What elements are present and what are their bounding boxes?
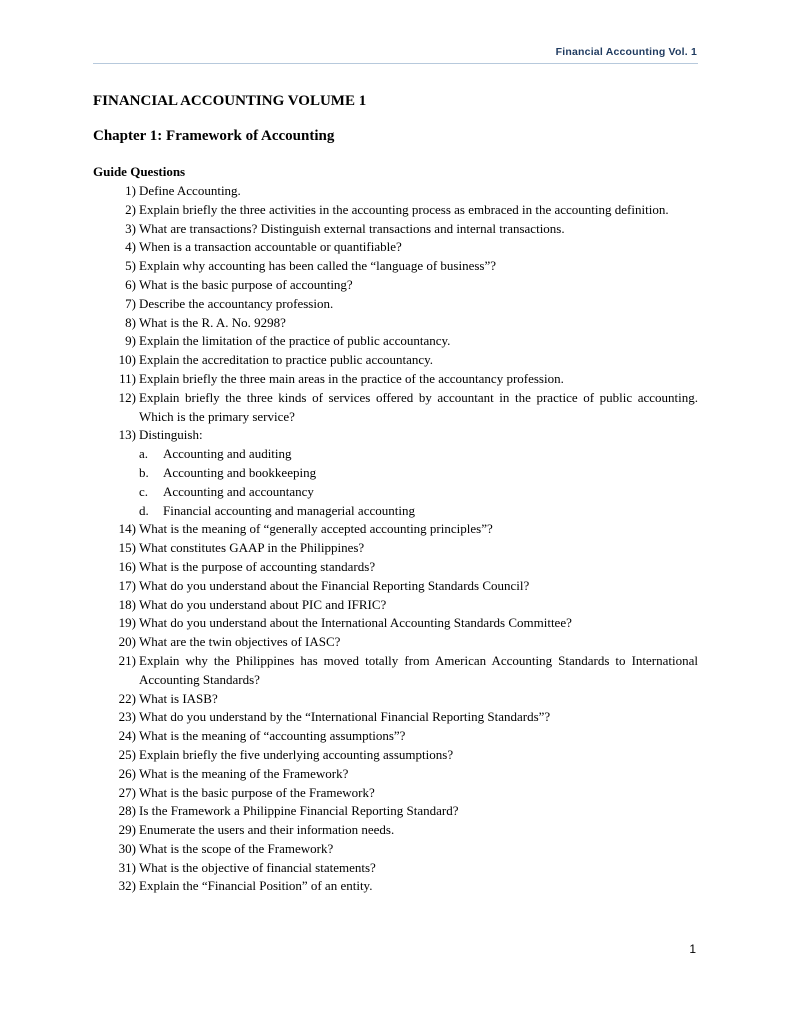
question-number: 2) <box>125 201 136 217</box>
question-item <box>93 389 698 427</box>
question-text: What is the basic purpose of accounting? <box>139 276 353 292</box>
question-text: Define Accounting. <box>139 183 241 198</box>
question-text: What do you understand by the “International Financial Reporting Standards”? <box>139 709 551 725</box>
question-number: 21) <box>118 652 136 668</box>
question-item <box>93 690 698 709</box>
question-number: 13) <box>118 427 136 443</box>
question-number: 7) <box>125 295 136 311</box>
question-list <box>93 182 698 896</box>
question-text: Explain the accreditation to practice public accountancy. <box>139 352 434 368</box>
question-number: 1) <box>125 183 136 198</box>
question-item <box>93 520 698 539</box>
page-number: 1 <box>689 942 696 956</box>
question-text: Explain why the Philippines has moved totally from American Accounting Standards to International Accounting Standards? <box>139 652 698 687</box>
question-number: 32) <box>118 878 136 894</box>
question-text: What is the meaning of “accounting assumptions”? <box>139 728 406 744</box>
question-text: What is the objective of financial statements? <box>139 859 376 875</box>
sub-question-letter: c. <box>139 483 149 499</box>
question-text: What constitutes GAAP in the Philippines? <box>139 540 365 556</box>
question-item <box>93 614 698 633</box>
section-heading: Guide Questions <box>93 164 186 179</box>
question-number: 26) <box>118 765 136 781</box>
question-item <box>93 314 698 333</box>
question-text: What is the purpose of accounting standards? <box>139 558 376 574</box>
question-text: What do you understand about the Financial Reporting Standards Council? <box>139 577 530 593</box>
question-item <box>93 859 698 878</box>
sub-question-item <box>139 464 698 483</box>
question-item <box>93 182 698 201</box>
sub-question-text: Accounting and accountancy <box>163 483 314 499</box>
question-item <box>93 426 698 520</box>
question-text: Is the Framework a Philippine Financial Reporting Standard? <box>139 803 459 819</box>
question-text: Explain why accounting has been called the “language of business”? <box>139 258 497 274</box>
question-item <box>93 840 698 859</box>
question-number: 30) <box>118 840 136 856</box>
question-number: 3) <box>125 220 136 236</box>
question-item <box>93 220 698 239</box>
question-text: What do you understand about PIC and IFRIC? <box>139 596 387 612</box>
question-number: 27) <box>118 784 136 800</box>
question-text: What is the meaning of the Framework? <box>139 765 349 781</box>
sub-question-item <box>139 502 698 521</box>
question-item <box>93 633 698 652</box>
question-number: 8) <box>125 314 136 330</box>
question-item <box>93 877 698 896</box>
question-text: What are transactions? Distinguish external transactions and internal transactions. <box>139 220 565 236</box>
question-item <box>93 708 698 727</box>
question-item <box>93 332 698 351</box>
question-number: 23) <box>118 709 136 725</box>
question-item <box>93 652 698 690</box>
question-number: 16) <box>118 558 136 574</box>
question-item <box>93 295 698 314</box>
question-number: 4) <box>125 239 136 255</box>
question-text: What is the R. A. No. 9298? <box>139 314 286 330</box>
question-number: 18) <box>118 596 136 612</box>
question-text: Enumerate the users and their information needs. <box>139 822 395 838</box>
question-text: Describe the accountancy profession. <box>139 295 334 311</box>
question-item <box>93 596 698 615</box>
question-text: Explain briefly the three kinds of services offered by accountant in the practice of public accounting. Which is the primary service? <box>139 389 698 424</box>
question-number: 20) <box>118 634 136 650</box>
header-divider <box>93 63 698 64</box>
question-number: 10) <box>118 352 136 368</box>
question-number: 28) <box>118 803 136 819</box>
question-number: 22) <box>118 690 136 706</box>
question-item <box>93 370 698 389</box>
running-header: Financial Accounting Vol. 1 <box>555 46 697 58</box>
question-text: Explain briefly the three activities in the accounting process as embraced in the accounting definition. <box>139 201 669 217</box>
question-item <box>93 784 698 803</box>
question-number: 25) <box>118 746 136 762</box>
question-item <box>93 802 698 821</box>
question-number: 15) <box>118 540 136 556</box>
question-item <box>93 821 698 840</box>
question-text: What is the scope of the Framework? <box>139 840 334 856</box>
question-item <box>93 351 698 370</box>
question-number: 5) <box>125 258 136 274</box>
sub-question-letter: d. <box>139 502 149 518</box>
question-item <box>93 727 698 746</box>
question-text: Explain briefly the five underlying accounting assumptions? <box>139 746 454 762</box>
question-item <box>93 201 698 220</box>
question-text: Explain the limitation of the practice of public accountancy. <box>139 333 451 349</box>
question-number: 11) <box>119 370 136 386</box>
sub-question-list <box>139 445 698 520</box>
question-text: What are the twin objectives of IASC? <box>139 634 341 650</box>
sub-question-item <box>139 483 698 502</box>
sub-question-item <box>139 445 698 464</box>
sub-question-text: Financial accounting and managerial accounting <box>163 502 415 518</box>
question-number: 31) <box>118 859 136 875</box>
question-text: What is the basic purpose of the Framework? <box>139 784 375 800</box>
question-text: Explain briefly the three main areas in the practice of the accountancy profession. <box>139 370 564 386</box>
question-item <box>93 276 698 295</box>
question-number: 29) <box>118 822 136 838</box>
sub-question-text: Accounting and bookkeeping <box>163 464 317 480</box>
question-text: What is the meaning of “generally accepted accounting principles”? <box>139 521 493 537</box>
question-text: Distinguish: <box>139 427 203 443</box>
question-text: What do you understand about the International Accounting Standards Committee? <box>139 615 572 631</box>
question-number: 9) <box>125 333 136 349</box>
question-number: 14) <box>118 521 136 537</box>
question-item <box>93 238 698 257</box>
question-number: 17) <box>118 577 136 593</box>
question-item <box>93 765 698 784</box>
chapter-title: Chapter 1: Framework of Accounting <box>93 128 335 144</box>
question-number: 24) <box>118 728 136 744</box>
question-item <box>93 558 698 577</box>
question-item <box>93 577 698 596</box>
sub-question-letter: b. <box>139 464 149 480</box>
question-text: Explain the “Financial Position” of an entity. <box>139 878 373 894</box>
question-item <box>93 746 698 765</box>
sub-question-letter: a. <box>139 446 149 462</box>
sub-question-text: Accounting and auditing <box>163 446 292 462</box>
document-title: FINANCIAL ACCOUNTING VOLUME 1 <box>93 93 367 109</box>
question-number: 12) <box>118 389 136 405</box>
question-number: 6) <box>125 276 136 292</box>
question-text: When is a transaction accountable or quantifiable? <box>139 239 402 255</box>
question-item <box>93 257 698 276</box>
question-text: What is IASB? <box>139 690 218 706</box>
question-number: 19) <box>118 615 136 631</box>
question-item <box>93 539 698 558</box>
